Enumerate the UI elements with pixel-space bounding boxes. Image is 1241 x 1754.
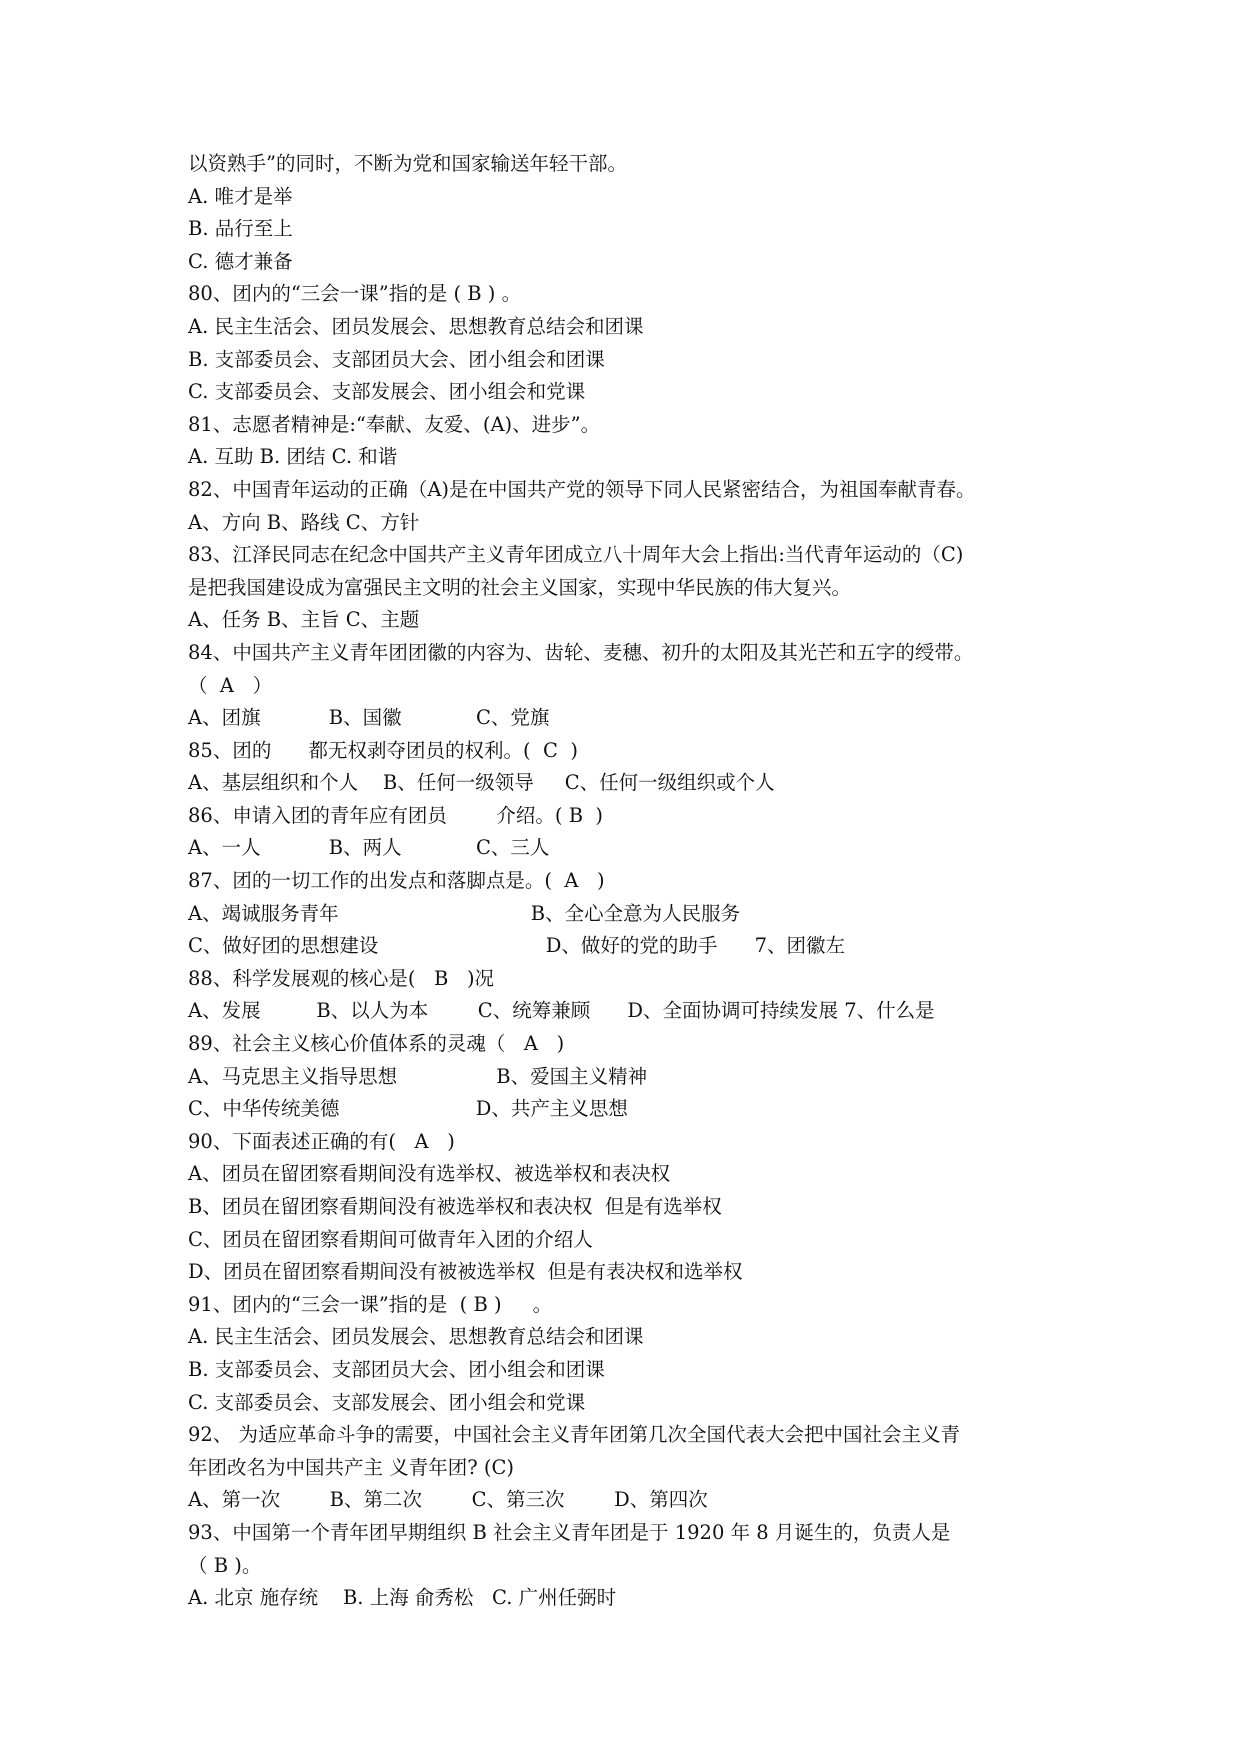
document-page (188, 148, 1088, 1615)
answer-options: A、发展 B、以人为本 C、统筹兼顾 D、全面协调可持续发展 7、什么是 (188, 999, 935, 1023)
answer-option: B. 支部委员会、支部团员大会、团小组会和团课 (188, 347, 605, 371)
question-93-answer: （ B )。 (188, 1553, 262, 1577)
question-81: 81、志愿者精神是:“奉献、友爱、(A)、进步”。 (188, 412, 601, 436)
answer-options: A、第一次 B、第二次 C、第三次 D、第四次 (188, 1488, 708, 1512)
question-83-continued: 是把我国建设成为富强民主文明的社会主义国家，实现中华民族的伟大复兴。 (188, 575, 852, 599)
question-84-answer: （ A ） (188, 673, 273, 697)
question-90: 90、下面表述正确的有( A ) (188, 1129, 455, 1153)
answer-option: A. 民主生活会、团员发展会、思想教育总结会和团课 (188, 314, 644, 338)
question-92: 92、 为适应革命斗争的需要，中国社会主义青年团第几次全国代表大会把中国社会主义青 (188, 1423, 961, 1447)
answer-options: A、方向 B、路线 C、方针 (188, 510, 420, 534)
question-80: 80、团内的“三会一课”指的是 ( B ) 。 (188, 282, 522, 306)
question-86: 86、申请入团的青年应有团员 介绍。( B ) (188, 803, 604, 827)
answer-options: A、团旗 B、国徽 C、党旗 (188, 706, 550, 730)
question-82: 82、中国青年运动的正确（A)是在中国共产党的领导下同人民紧密结合，为祖国奉献青春。 (188, 477, 976, 501)
answer-options: A、基层组织和个人 B、任何一级领导 C、任何一级组织或个人 (188, 771, 775, 795)
question-84: 84、中国共产主义青年团团徽的内容为、齿轮、麦穗、初升的太阳及其光芒和五字的绶带。 (188, 640, 974, 664)
question-91: 91、团内的“三会一课”指的是 ( B ) 。 (188, 1292, 553, 1316)
answer-options: C、中华传统美德 D、共产主义思想 (188, 1097, 628, 1121)
question-92-continued: 年团改名为中国共产主 义青年团? (C) (188, 1455, 514, 1479)
answer-option: C. 支部委员会、支部发展会、团小组会和党课 (188, 380, 586, 404)
question-85: 85、团的 都无权剥夺团员的权利。( C ) (188, 738, 578, 762)
answer-option: C. 德才兼备 (188, 249, 293, 273)
answer-options: A、竭诚服务青年 B、全心全意为人民服务 (188, 901, 741, 925)
text-line: 以资熟手”的同时，不断为党和国家输送年轻干部。 (188, 152, 627, 175)
answer-option: A. 民主生活会、团员发展会、思想教育总结会和团课 (188, 1325, 644, 1349)
answer-option: A、团员在留团察看期间没有选举权、被选举权和表决权 (188, 1162, 671, 1186)
question-88: 88、科学发展观的核心是( B )况 (188, 966, 495, 990)
answer-options: C、做好团的思想建设 D、做好的党的助手 7、团徽左 (188, 934, 846, 958)
answer-option: B、团员在留团察看期间没有被选举权和表决权 但是有选举权 (188, 1195, 722, 1218)
answer-options: A、马克思主义指导思想 B、爱国主义精神 (188, 1064, 648, 1088)
question-87: 87、团的一切工作的出发点和落脚点是。( A ) (188, 869, 605, 893)
question-93: 93、中国第一个青年团早期组织 B 社会主义青年团是于 1920 年 8 月诞生的，负责人是 (188, 1520, 951, 1544)
question-83: 83、江泽民同志在纪念中国共产主义青年团成立八十周年大会上指出:当代青年运动的（C) (188, 543, 964, 567)
answer-options: A、任务 B、主旨 C、主题 (188, 608, 420, 632)
answer-options: A. 北京 施存统 B. 上海 俞秀松 C. 广州任弼时 (188, 1586, 617, 1610)
answer-option: D、团员在留团察看期间没有被被选举权 但是有表决权和选举权 (188, 1260, 743, 1284)
answer-option: C. 支部委员会、支部发展会、团小组会和党课 (188, 1390, 586, 1414)
answer-option: A. 唯才是举 (188, 184, 293, 208)
answer-option: B. 支部委员会、支部团员大会、团小组会和团课 (188, 1357, 605, 1381)
answer-option: B. 品行至上 (188, 217, 293, 241)
answer-option: C、团员在留团察看期间可做青年入团的介绍人 (188, 1227, 593, 1251)
question-89: 89、社会主义核心价值体系的灵魂（ A ) (188, 1032, 565, 1056)
answer-options: A. 互助 B. 团结 C. 和谐 (188, 445, 398, 469)
answer-options: A、一人 B、两人 C、三人 (188, 836, 550, 860)
